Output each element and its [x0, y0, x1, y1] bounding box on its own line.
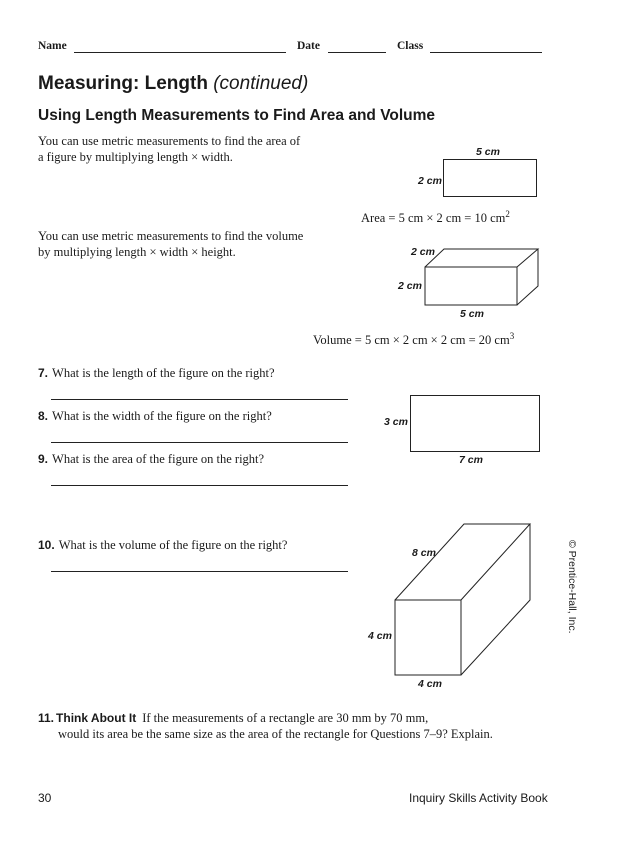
area-intro-line2: a figure by multiplying length × width. [38, 150, 233, 164]
area-intro-line1: You can use metric measurements to find the area of [38, 134, 301, 148]
question-9-number: 9. [38, 452, 49, 466]
area-width-label: 2 cm [418, 175, 442, 187]
box-width-label: 4 cm [418, 678, 442, 690]
answer-line-8[interactable] [51, 442, 348, 443]
question-9 [38, 452, 264, 467]
question-11-heading: Think About It [56, 711, 137, 725]
book-title: Inquiry Skills Activity Book [409, 791, 548, 805]
question-8-number: 8. [38, 409, 49, 423]
volume-depth-label: 2 cm [411, 246, 435, 258]
rect-length-label: 7 cm [459, 454, 483, 466]
volume-prism-figure [420, 244, 544, 310]
volume-exponent: 3 [509, 331, 515, 341]
volume-height-label: 2 cm [398, 280, 422, 292]
question-7 [38, 366, 275, 381]
volume-intro-line1: You can use metric measurements to find the volume [38, 229, 304, 243]
question-10-text: What is the volume of the figure on the right? [58, 538, 288, 552]
volume-intro-line2: by multiplying length × width × height. [38, 245, 236, 259]
question-8-text: What is the width of the figure on the right? [52, 409, 272, 423]
question-7-number: 7. [38, 366, 49, 380]
box-depth-label: 8 cm [412, 547, 436, 559]
page-title-main: Measuring: Length [38, 73, 208, 94]
area-length-label: 5 cm [476, 146, 500, 158]
question-7-text: What is the length of the figure on the right? [52, 366, 275, 380]
area-rectangle [443, 159, 537, 197]
class-label: Class [397, 40, 424, 52]
question-10-number: 10. [38, 538, 55, 552]
copyright-notice: © Prentice-Hall, Inc. [566, 540, 578, 634]
question-9-text: What is the area of the figure on the right? [52, 452, 265, 466]
volume-equation-text: Volume = 5 cm × 2 cm × 2 cm = 20 cm [313, 333, 510, 348]
rect-height-label: 3 cm [384, 416, 408, 428]
question-10 [38, 538, 287, 553]
tall-prism-figure [390, 520, 534, 680]
question-11 [38, 711, 428, 726]
name-label: Name [38, 40, 67, 52]
box-height-label: 4 cm [368, 630, 392, 642]
question-11-line2: would its area be the same size as the area of the rectangle for Questions 7–9? Explain. [58, 727, 493, 741]
question-11-line1: If the measurements of a rectangle are 30 mm by 70 mm, [142, 711, 429, 725]
area-exponent: 2 [505, 209, 510, 219]
area-equation-text: Area = 5 cm × 2 cm = 10 cm [361, 211, 506, 226]
answer-line-9[interactable] [51, 485, 348, 486]
volume-equation [313, 331, 514, 348]
page-number: 30 [38, 791, 52, 805]
answer-line-10[interactable] [51, 571, 348, 572]
name-field-line[interactable] [74, 52, 286, 53]
section-heading: Using Length Measurements to Find Area and Volume [38, 107, 436, 124]
date-field-line[interactable] [328, 52, 386, 53]
area-equation [361, 209, 510, 226]
page-title [38, 73, 308, 95]
question-8 [38, 409, 272, 424]
page-title-sub: (continued) [213, 73, 309, 94]
question-rectangle [410, 395, 540, 452]
date-label: Date [297, 40, 320, 52]
question-11-number: 11. [38, 711, 55, 725]
volume-length-label: 5 cm [460, 308, 484, 320]
answer-line-7[interactable] [51, 399, 348, 400]
class-field-line[interactable] [430, 52, 542, 53]
